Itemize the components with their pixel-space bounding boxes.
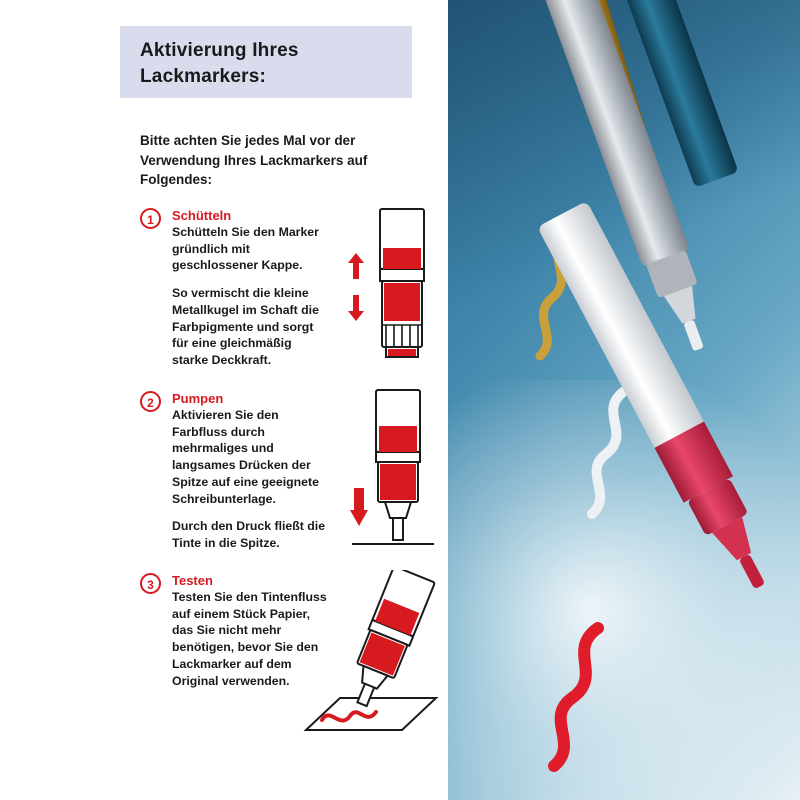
step-number-3: 3 [140, 573, 161, 594]
panel-divider [440, 0, 448, 800]
step-heading-2: Pumpen [172, 391, 224, 406]
step-heading-3: Testen [172, 573, 213, 588]
paint-marker-photo [448, 0, 800, 800]
step-paragraph-1-1: Schütteln Sie den Marker gründlich mit geschlossener Kappe. [172, 225, 319, 273]
step-paragraph-2-1: Aktivieren Sie den Farbfluss durch mehrmaliges und langsames Drücken der Spitze auf eine geeignete Schreibunterlage. [172, 408, 319, 506]
page-title: Aktivierung Ihres Lackmarkers: [140, 40, 299, 87]
marker-photo-artwork [448, 0, 800, 800]
intro-paragraph: Bitte achten Sie jedes Mal vor der Verwendung Ihres Lackmarkers auf Folgendes: [140, 133, 368, 188]
step-paragraph-1-2: So vermischt die kleine Metallkugel im Schaft die Farbpigmente und sorgt für eine gleichmäßig starke Deckkraft. [172, 286, 319, 368]
step-paragraph-3-1: Testen Sie den Tintenfluss auf einem Stück Papier, das Sie nicht mehr benötigen, bevor Sie den Lackmarker auf dem Original verwenden. [172, 590, 327, 688]
marker-shake-diagram [330, 205, 440, 370]
marker-pump-diagram [330, 388, 440, 553]
shake-arrow-icon [348, 253, 364, 321]
step-body-1 [172, 208, 330, 369]
step-heading-1: Schütteln [172, 208, 232, 223]
silver-squiggle [592, 392, 623, 514]
step-number-2: 2 [140, 391, 161, 412]
red-squiggle [554, 628, 598, 766]
marker-test-diagram [300, 570, 440, 760]
step-number-1: 1 [140, 208, 161, 229]
step-body-2 [172, 391, 330, 552]
pump-arrow-icon [350, 488, 368, 526]
step-paragraph-2-2: Durch den Druck fließt die Tinte in die Spitze. [172, 519, 326, 551]
